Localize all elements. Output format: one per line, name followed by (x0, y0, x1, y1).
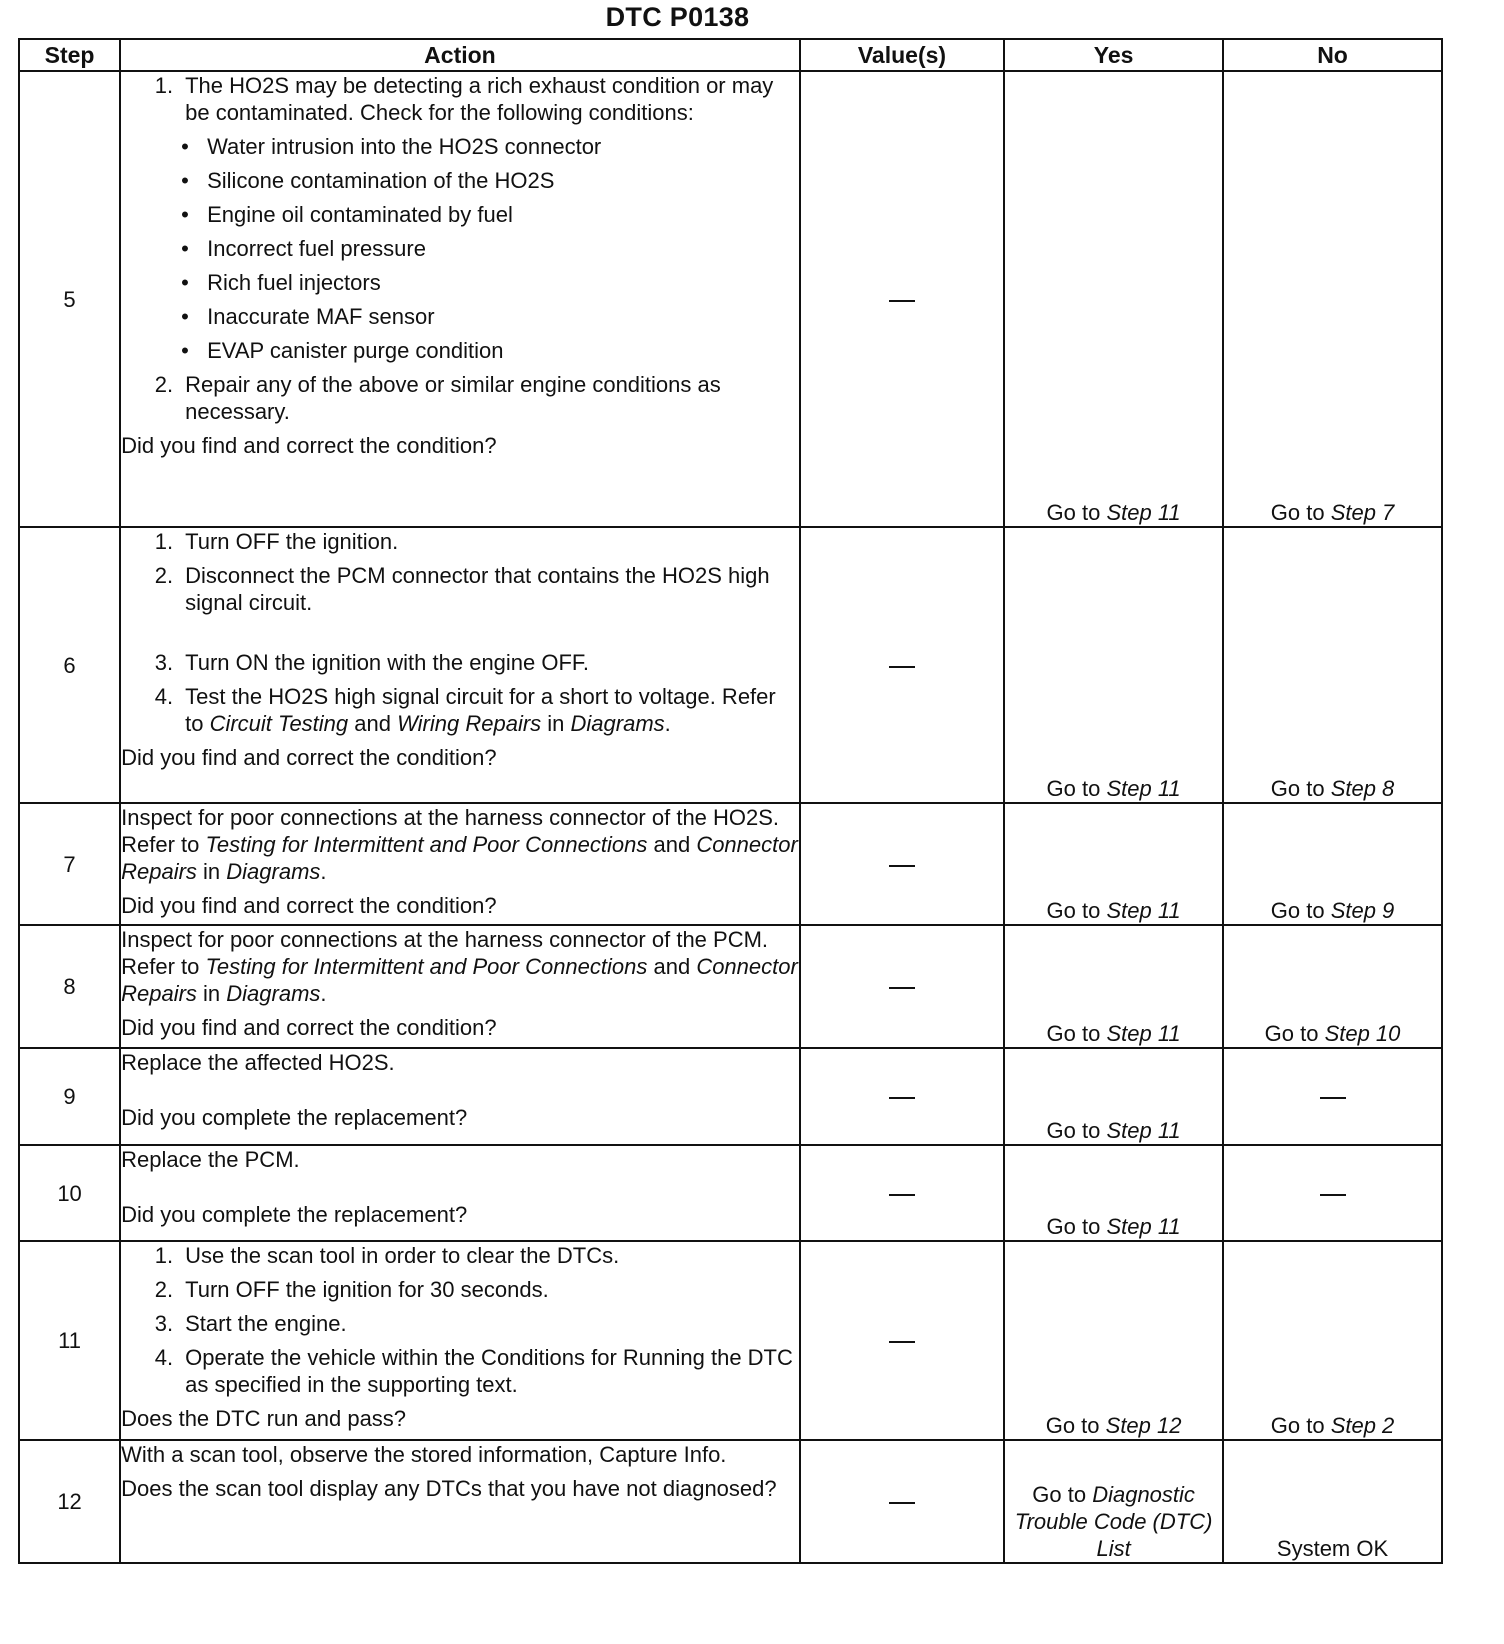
bullet-item: EVAP canister purge condition (207, 338, 504, 363)
action-text: Replace the PCM. (121, 1147, 300, 1172)
yes-link[interactable]: Step 11 (1106, 1118, 1181, 1143)
table-row-step-6 (19, 527, 1442, 803)
empty-value-dash (889, 987, 915, 989)
empty-value-dash (889, 865, 915, 867)
action-cell (120, 1440, 800, 1563)
page-title: DTC P0138 (605, 2, 750, 32)
action-question: Did you complete the replacement? (121, 1202, 468, 1227)
no-prefix: Go to (1270, 500, 1331, 525)
action-text (121, 804, 799, 885)
yes-cell (1004, 1145, 1223, 1241)
action-cell: 1. The HO2S may be detecting a rich exhaust condition or may be contaminated. Check for the following conditions: • Water intrusion into the HO2S connector • Silicone contamination of the HO2S • Engine oil contaminated by fuel • Incorrect fuel pressure • Rich fuel injectors • Inaccurate MAF sensor • EVAP canister purge condition 2. Repair any of the above or similar engine conditions as necessary. Did you find and correct the condition? (120, 71, 800, 527)
header-values: Value(s) (800, 39, 1004, 71)
yes-cell (1004, 1048, 1223, 1145)
action-text: With a scan tool, observe the stored information, Capture Info. (121, 1442, 727, 1467)
yes-link[interactable]: Step 12 (1105, 1413, 1182, 1438)
value-cell (800, 1440, 1004, 1563)
action-item: Turn ON the ignition with the engine OFF. (185, 650, 590, 675)
empty-value-dash (1320, 1097, 1346, 1099)
yes-cell (1004, 803, 1223, 925)
text-run: and (647, 832, 697, 857)
testing-ref[interactable]: Testing for Intermittent and Poor Connections (205, 832, 648, 857)
text-run: and (647, 954, 697, 979)
no-prefix: Go to (1270, 898, 1331, 923)
empty-value-dash (889, 666, 915, 668)
action-text (121, 926, 799, 1007)
yes-prefix: Go to (1046, 1118, 1107, 1143)
header-no: No (1223, 39, 1442, 71)
yes-link[interactable]: Step 11 (1106, 1021, 1181, 1046)
empty-value-dash (889, 1194, 915, 1196)
table-row-step-7 (19, 803, 1442, 925)
no-cell (1223, 1048, 1442, 1145)
table-row-step-8 (19, 925, 1442, 1048)
no-cell (1223, 71, 1442, 527)
step-number: 11 (19, 1241, 120, 1440)
yes-link[interactable]: Step 11 (1106, 500, 1181, 525)
yes-prefix: Go to (1032, 1482, 1093, 1507)
diagrams-ref[interactable]: Diagrams (570, 711, 665, 736)
action-text: Replace the affected HO2S. (121, 1050, 395, 1075)
action-question: Did you find and correct the condition? (121, 745, 497, 770)
value-cell (800, 1145, 1004, 1241)
action-question: Did you find and correct the condition? (121, 1015, 497, 1040)
value-cell (800, 925, 1004, 1048)
action-cell: 1. Turn OFF the ignition. 2. Disconnect the PCM connector that contains the HO2S high signal circuit. 3. Turn ON the ignition with the engine OFF. 4. Test the HO2S high signal circuit for a short to voltage. Refer to Circuit Testing and Wiring Repairs in Diagrams. Did you find and correct the condition? (120, 527, 800, 803)
empty-value-dash (889, 300, 915, 302)
action-cell (120, 1145, 800, 1241)
no-prefix: Go to (1270, 1413, 1331, 1438)
no-link[interactable]: Step 8 (1330, 776, 1395, 801)
action-cell: 1. Use the scan tool in order to clear the DTCs. 2. Turn OFF the ignition for 30 seconds. 3. Start the engine. 4. Operate the vehicle within the Conditions for Running the DTC as specified in the supporting text. Does the DTC run and pass? (120, 1241, 800, 1440)
yes-prefix: Go to (1046, 776, 1107, 801)
bullet-item: Rich fuel injectors (207, 270, 381, 295)
text-run: Test the HO2S high signal circuit for a short to voltage. Refer to (185, 684, 776, 736)
action-item: Operate the vehicle within the Conditions for Running the DTC as specified in the supporting text. (185, 1345, 793, 1397)
action-item: Disconnect the PCM connector that contains the HO2S high signal circuit. (185, 563, 770, 615)
diagrams-ref[interactable]: Diagrams (226, 859, 321, 884)
empty-value-dash (1320, 1194, 1346, 1196)
no-cell (1223, 1145, 1442, 1241)
value-cell (800, 71, 1004, 527)
action-item: Use the scan tool in order to clear the DTCs. (185, 1243, 620, 1268)
step-number: 9 (19, 1048, 120, 1145)
yes-link[interactable]: Step 11 (1106, 898, 1181, 923)
table-row-step-9 (19, 1048, 1442, 1145)
no-cell (1223, 1241, 1442, 1440)
action-question: Did you find and correct the condition? (121, 893, 497, 918)
yes-cell (1004, 925, 1223, 1048)
action-item: Turn OFF the ignition. (185, 529, 399, 554)
table-row-step-5 (19, 71, 1442, 527)
text-run: Inspect for poor connections at the harness connector of the PCM. Refer to (121, 927, 769, 979)
step-number: 8 (19, 925, 120, 1048)
text-run: in (541, 711, 571, 736)
diagnostic-table (18, 38, 1443, 1564)
testing-ref[interactable]: Testing for Intermittent and Poor Connections (205, 954, 648, 979)
text-run: . (664, 711, 671, 736)
header-step: Step (19, 39, 120, 71)
yes-link[interactable]: Step 11 (1106, 776, 1181, 801)
step-number: 12 (19, 1440, 120, 1563)
connector-repairs-ref[interactable]: Connector Repairs (121, 954, 798, 1006)
bullet-item: Water intrusion into the HO2S connector (207, 134, 602, 159)
yes-prefix: Go to (1046, 1021, 1107, 1046)
table-row-step-10 (19, 1145, 1442, 1241)
table-row-step-12 (19, 1440, 1442, 1563)
yes-link[interactable]: Step 11 (1106, 1214, 1181, 1239)
header-action: Action (120, 39, 800, 71)
header-row (19, 39, 1442, 71)
action-question: Does the DTC run and pass? (121, 1406, 407, 1431)
step-number: 10 (19, 1145, 120, 1241)
text-run: in (196, 981, 227, 1006)
action-cell (120, 803, 800, 925)
connector-repairs-ref[interactable]: Connector Repairs (121, 832, 798, 884)
action-cell (120, 925, 800, 1048)
table-row-step-11 (19, 1241, 1442, 1440)
yes-cell (1004, 1440, 1223, 1563)
yes-link[interactable]: Diagnostic Trouble Code (DTC) List (1014, 1482, 1213, 1561)
empty-value-dash (889, 1502, 915, 1504)
text-run: in (196, 859, 227, 884)
action-item: The HO2S may be detecting a rich exhaust condition or may be contaminated. Check for the following conditions: (185, 73, 774, 125)
yes-prefix: Go to (1045, 1413, 1106, 1438)
value-cell (800, 527, 1004, 803)
action-item: Start the engine. (185, 1311, 347, 1336)
yes-cell (1004, 527, 1223, 803)
text-run: . (320, 859, 327, 884)
step-number: 5 (19, 71, 120, 527)
text-run: and (348, 711, 398, 736)
action-question: Did you find and correct the condition? (121, 433, 497, 458)
text-run: . (320, 981, 327, 1006)
bullet-item: Engine oil contaminated by fuel (207, 202, 513, 227)
bullet-item: Inaccurate MAF sensor (207, 304, 435, 329)
no-prefix: Go to (1270, 776, 1331, 801)
no-cell (1223, 527, 1442, 803)
no-cell: System OK (1223, 1440, 1442, 1563)
header-yes: Yes (1004, 39, 1223, 71)
action-item: Turn OFF the ignition for 30 seconds. (185, 1277, 549, 1302)
action-item: Repair any of the above or similar engine conditions as necessary. (185, 372, 721, 424)
no-prefix: Go to (1264, 1021, 1325, 1046)
yes-prefix: Go to (1046, 1214, 1107, 1239)
no-link[interactable]: Step 7 (1330, 500, 1395, 525)
action-item (185, 683, 799, 737)
action-cell (120, 1048, 800, 1145)
yes-cell (1004, 71, 1223, 527)
yes-prefix: Go to (1046, 898, 1107, 923)
no-cell (1223, 803, 1442, 925)
step-number: 6 (19, 527, 120, 803)
empty-value-dash (889, 1341, 915, 1343)
value-cell (800, 803, 1004, 925)
action-question: Did you complete the replacement? (121, 1105, 468, 1130)
yes-prefix: Go to (1046, 500, 1107, 525)
diagrams-ref[interactable]: Diagrams (226, 981, 321, 1006)
circuit-testing-ref[interactable]: Circuit Testing (209, 711, 349, 736)
bullet-item: Silicone contamination of the HO2S (207, 168, 555, 193)
text-run: Inspect for poor connections at the harness connector of the HO2S. Refer to (121, 805, 780, 857)
value-cell (800, 1048, 1004, 1145)
yes-cell (1004, 1241, 1223, 1440)
bullet-item: Incorrect fuel pressure (207, 236, 426, 261)
no-link[interactable]: Step 9 (1330, 898, 1395, 923)
no-cell (1223, 925, 1442, 1048)
wiring-repairs-ref[interactable]: Wiring Repairs (397, 711, 542, 736)
value-cell (800, 1241, 1004, 1440)
empty-value-dash (889, 1097, 915, 1099)
no-link[interactable]: Step 2 (1330, 1413, 1395, 1438)
step-number: 7 (19, 803, 120, 925)
no-link[interactable]: Step 10 (1324, 1021, 1401, 1046)
action-question: Does the scan tool display any DTCs that you have not diagnosed? (121, 1476, 777, 1501)
